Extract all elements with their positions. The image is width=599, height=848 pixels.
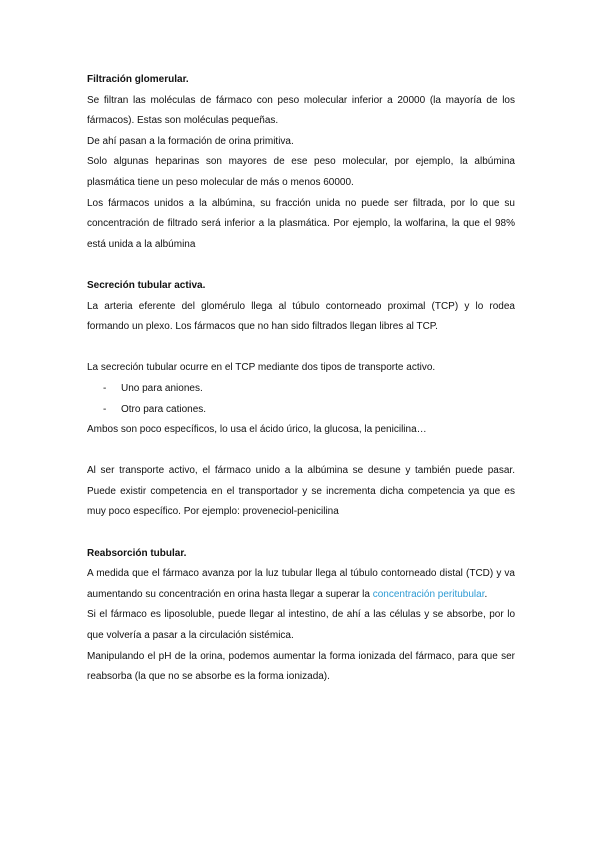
list-item	[87, 400, 515, 421]
paragraph-text: A medida que el fármaco avanza por la luz tubular llega al túbulo contorneado distal (TCD) y va aumentando su concentración en orina hasta llegar a superar la	[87, 568, 515, 600]
concentracion-peritubular-link[interactable]: concentración peritubular	[372, 588, 485, 600]
blank-line	[87, 255, 515, 276]
paragraph: Al ser transporte activo, el fármaco unido a la albúmina se desune y también puede pasar. Puede existir competencia en el transportador y se incrementa dicha competencia ya que es muy poco específico. Por ejemplo: proveneciol-penicilina	[87, 465, 515, 518]
paragraph: Solo algunas heparinas son mayores de ese peso molecular, por ejemplo, la albúmina plasmática tiene un peso molecular de más o menos 60000.	[87, 156, 515, 188]
paragraph: Si el fármaco es liposoluble, puede llegar al intestino, de ahí a las células y se absorbe, por lo que volvería a pasar a la circulación sistémica.	[87, 609, 515, 642]
heading-secrecion-tubular-activa: Secreción tubular activa.	[87, 279, 206, 291]
paragraph: Los fármacos unidos a la albúmina, su fracción unida no puede ser filtrada, por lo que su concentración de filtrado será inferior a la plasmática. Por ejemplo, la wolfarina, la que el 98% está unida a la albúmina	[87, 197, 515, 250]
paragraph: Manipulando el pH de la orina, podemos aumentar la forma ionizada del fármaco, para que ser reabsorba (la que no se absorbe es la forma ionizada).	[87, 650, 515, 683]
blank-line	[87, 441, 515, 462]
paragraph: La arteria eferente del glomérulo llega al túbulo contorneado proximal (TCP) y lo rodea formando un plexo. Los fármacos que no han sido filtrados llegan libres al TCP.	[87, 300, 515, 333]
list-dash: -	[103, 403, 107, 415]
paragraph: La secreción tubular ocurre en el TCP mediante dos tipos de transporte activo.	[87, 362, 436, 374]
list-item	[87, 379, 515, 400]
list-item-text: Otro para cationes.	[121, 403, 207, 415]
heading-reabsorcion-tubular: Reabsorción tubular.	[87, 547, 187, 559]
paragraph	[87, 564, 515, 605]
document-body	[87, 70, 515, 688]
blank-line	[87, 338, 515, 359]
blank-line	[87, 523, 515, 544]
paragraph: De ahí pasan a la formación de orina primitiva.	[87, 135, 294, 147]
paragraph-end: .	[484, 588, 488, 600]
paragraph: Ambos son poco específicos, lo usa el ácido úrico, la glucosa, la penicilina…	[87, 424, 427, 436]
list-dash: -	[103, 382, 107, 394]
paragraph: Se filtran las moléculas de fármaco con peso molecular inferior a 20000 (la mayoría de los fármacos). Estas son moléculas pequeñas.	[87, 94, 515, 127]
list-item-text: Uno para aniones.	[121, 382, 203, 394]
heading-filtracion-glomerular: Filtración glomerular.	[87, 74, 189, 85]
